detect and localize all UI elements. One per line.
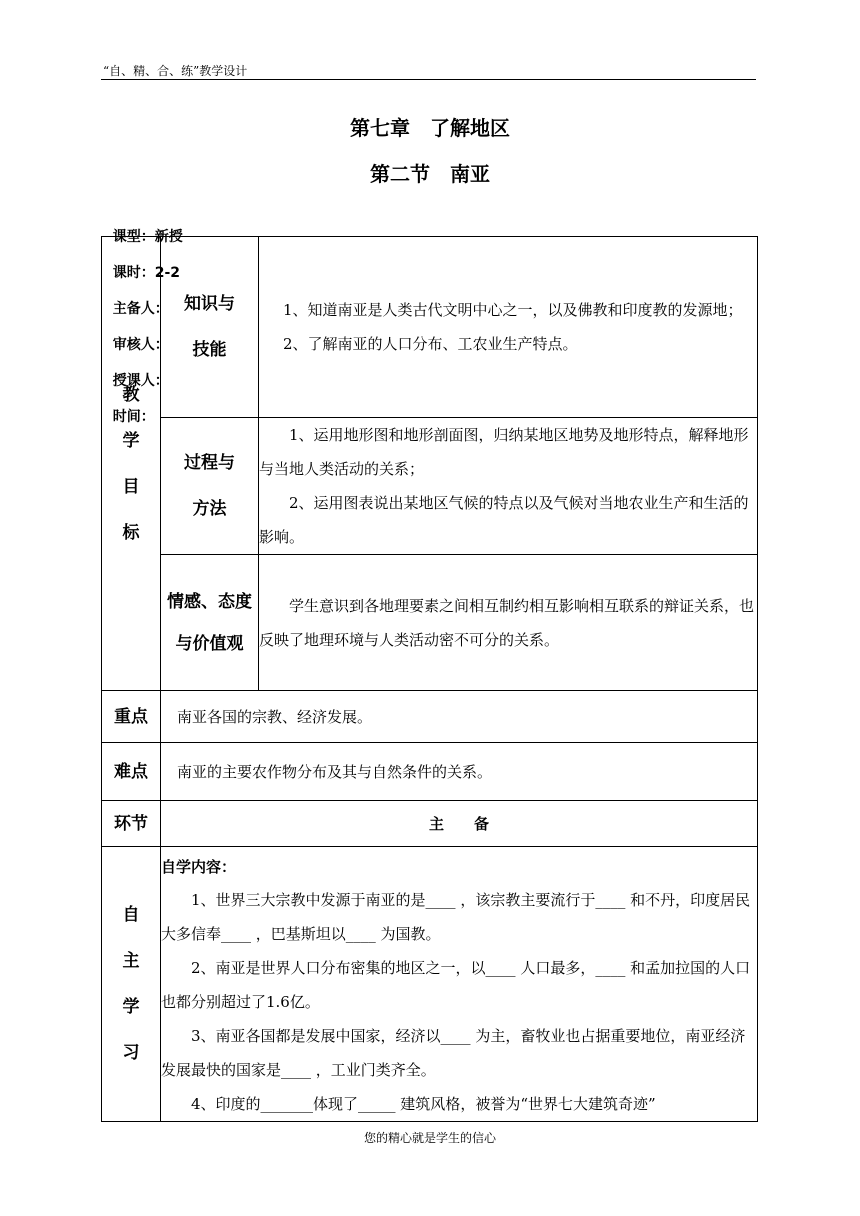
meta-teacher: 授课人：: [112, 373, 169, 389]
row-self-study: [102, 847, 758, 1122]
key-point-label: 重点: [102, 691, 161, 743]
lesson-plan-table: [101, 236, 758, 1122]
row-emotion: [102, 555, 758, 691]
meta-time: 时间：: [112, 409, 155, 425]
self-study-label: 自主学习: [122, 905, 140, 1063]
self-study-item-4: 4、印度的_______体现了_____ 建筑风格，被誉为“世界七大建筑奇迹”: [191, 1095, 656, 1113]
row-key-point: [102, 691, 758, 743]
chapter-title: 第七章 了解地区: [350, 116, 510, 140]
difficulty-text: 南亚的主要农作物分布及其与自然条件的关系。: [161, 743, 758, 801]
header-divider: [101, 79, 756, 80]
knowledge-line-2: 2、了解南亚的人口分布、工农业生产特点。: [283, 335, 578, 353]
section-title: 第二节 南亚: [370, 162, 490, 186]
emotion-content: [259, 555, 758, 691]
process-content: [259, 418, 758, 555]
objectives-label-cell: [102, 237, 161, 691]
knowledge-line-1: 1、知道南亚是人类古代文明中心之一，以及佛教和印度教的发源地；: [283, 301, 743, 319]
stage-main: 主 备: [161, 801, 758, 847]
knowledge-label-cell: [161, 237, 259, 418]
self-study-content: [161, 847, 758, 1122]
self-study-heading: 自学内容：: [161, 858, 237, 876]
knowledge-label: 知识与技能: [184, 294, 235, 360]
process-line-1: 1、运用地形图和地形剖面图，归纳某地区地势及地形特点，解释地形与当地人类活动的关系；: [259, 426, 749, 478]
emotion-label: 情感、态度与价值观: [167, 591, 252, 654]
self-study-item-3: 3、南亚各国都是发展中国家，经济以____ 为主，畜牧业也占据重要地位，南亚经济发展最快的国家是____ ，工业门类齐全。: [161, 1027, 746, 1079]
row-difficulty: [102, 743, 758, 801]
knowledge-content: [259, 237, 758, 418]
meta-period: 课时：2-2: [112, 265, 181, 281]
meta-type: 课型：新授: [112, 229, 183, 245]
row-knowledge: [102, 237, 758, 418]
meta-reviewer: 审核人：: [112, 337, 169, 353]
page-header: “自、精、合、练”教学设计: [103, 64, 248, 78]
difficulty-label: 难点: [102, 743, 161, 801]
process-label-cell: [161, 418, 259, 555]
process-label: 过程与方法: [184, 453, 235, 519]
objectives-label: 教学目标: [122, 384, 140, 543]
page-footer: 您的精心就是学生的信心: [363, 1131, 496, 1145]
self-study-item-1: 1、世界三大宗教中发源于南亚的是____ ，该宗教主要流行于____ 和不丹，印度居民大多信奉____ ，巴基斯坦以____ 为国教。: [161, 891, 751, 943]
key-point-text: 南亚各国的宗教、经济发展。: [161, 691, 758, 743]
row-process: [102, 418, 758, 555]
meta-preparer: 主备人：: [112, 301, 169, 317]
stage-label: 环节: [102, 801, 161, 847]
emotion-line-1: 学生意识到各地理要素之间相互制约相互影响相互联系的辩证关系，也反映了地理环境与人类活动密不可分的关系。: [259, 596, 755, 649]
process-line-2: 2、运用图表说出某地区气候的特点以及气候对当地农业生产和生活的影响。: [259, 494, 749, 546]
emotion-label-cell: [161, 555, 259, 691]
self-study-item-2: 2、南亚是世界人口分布密集的地区之一，以____ 人口最多，____ 和孟加拉国的人口也都分别超过了1.6亿。: [161, 959, 751, 1011]
row-stage: [102, 801, 758, 847]
self-study-label-cell: [102, 847, 161, 1122]
